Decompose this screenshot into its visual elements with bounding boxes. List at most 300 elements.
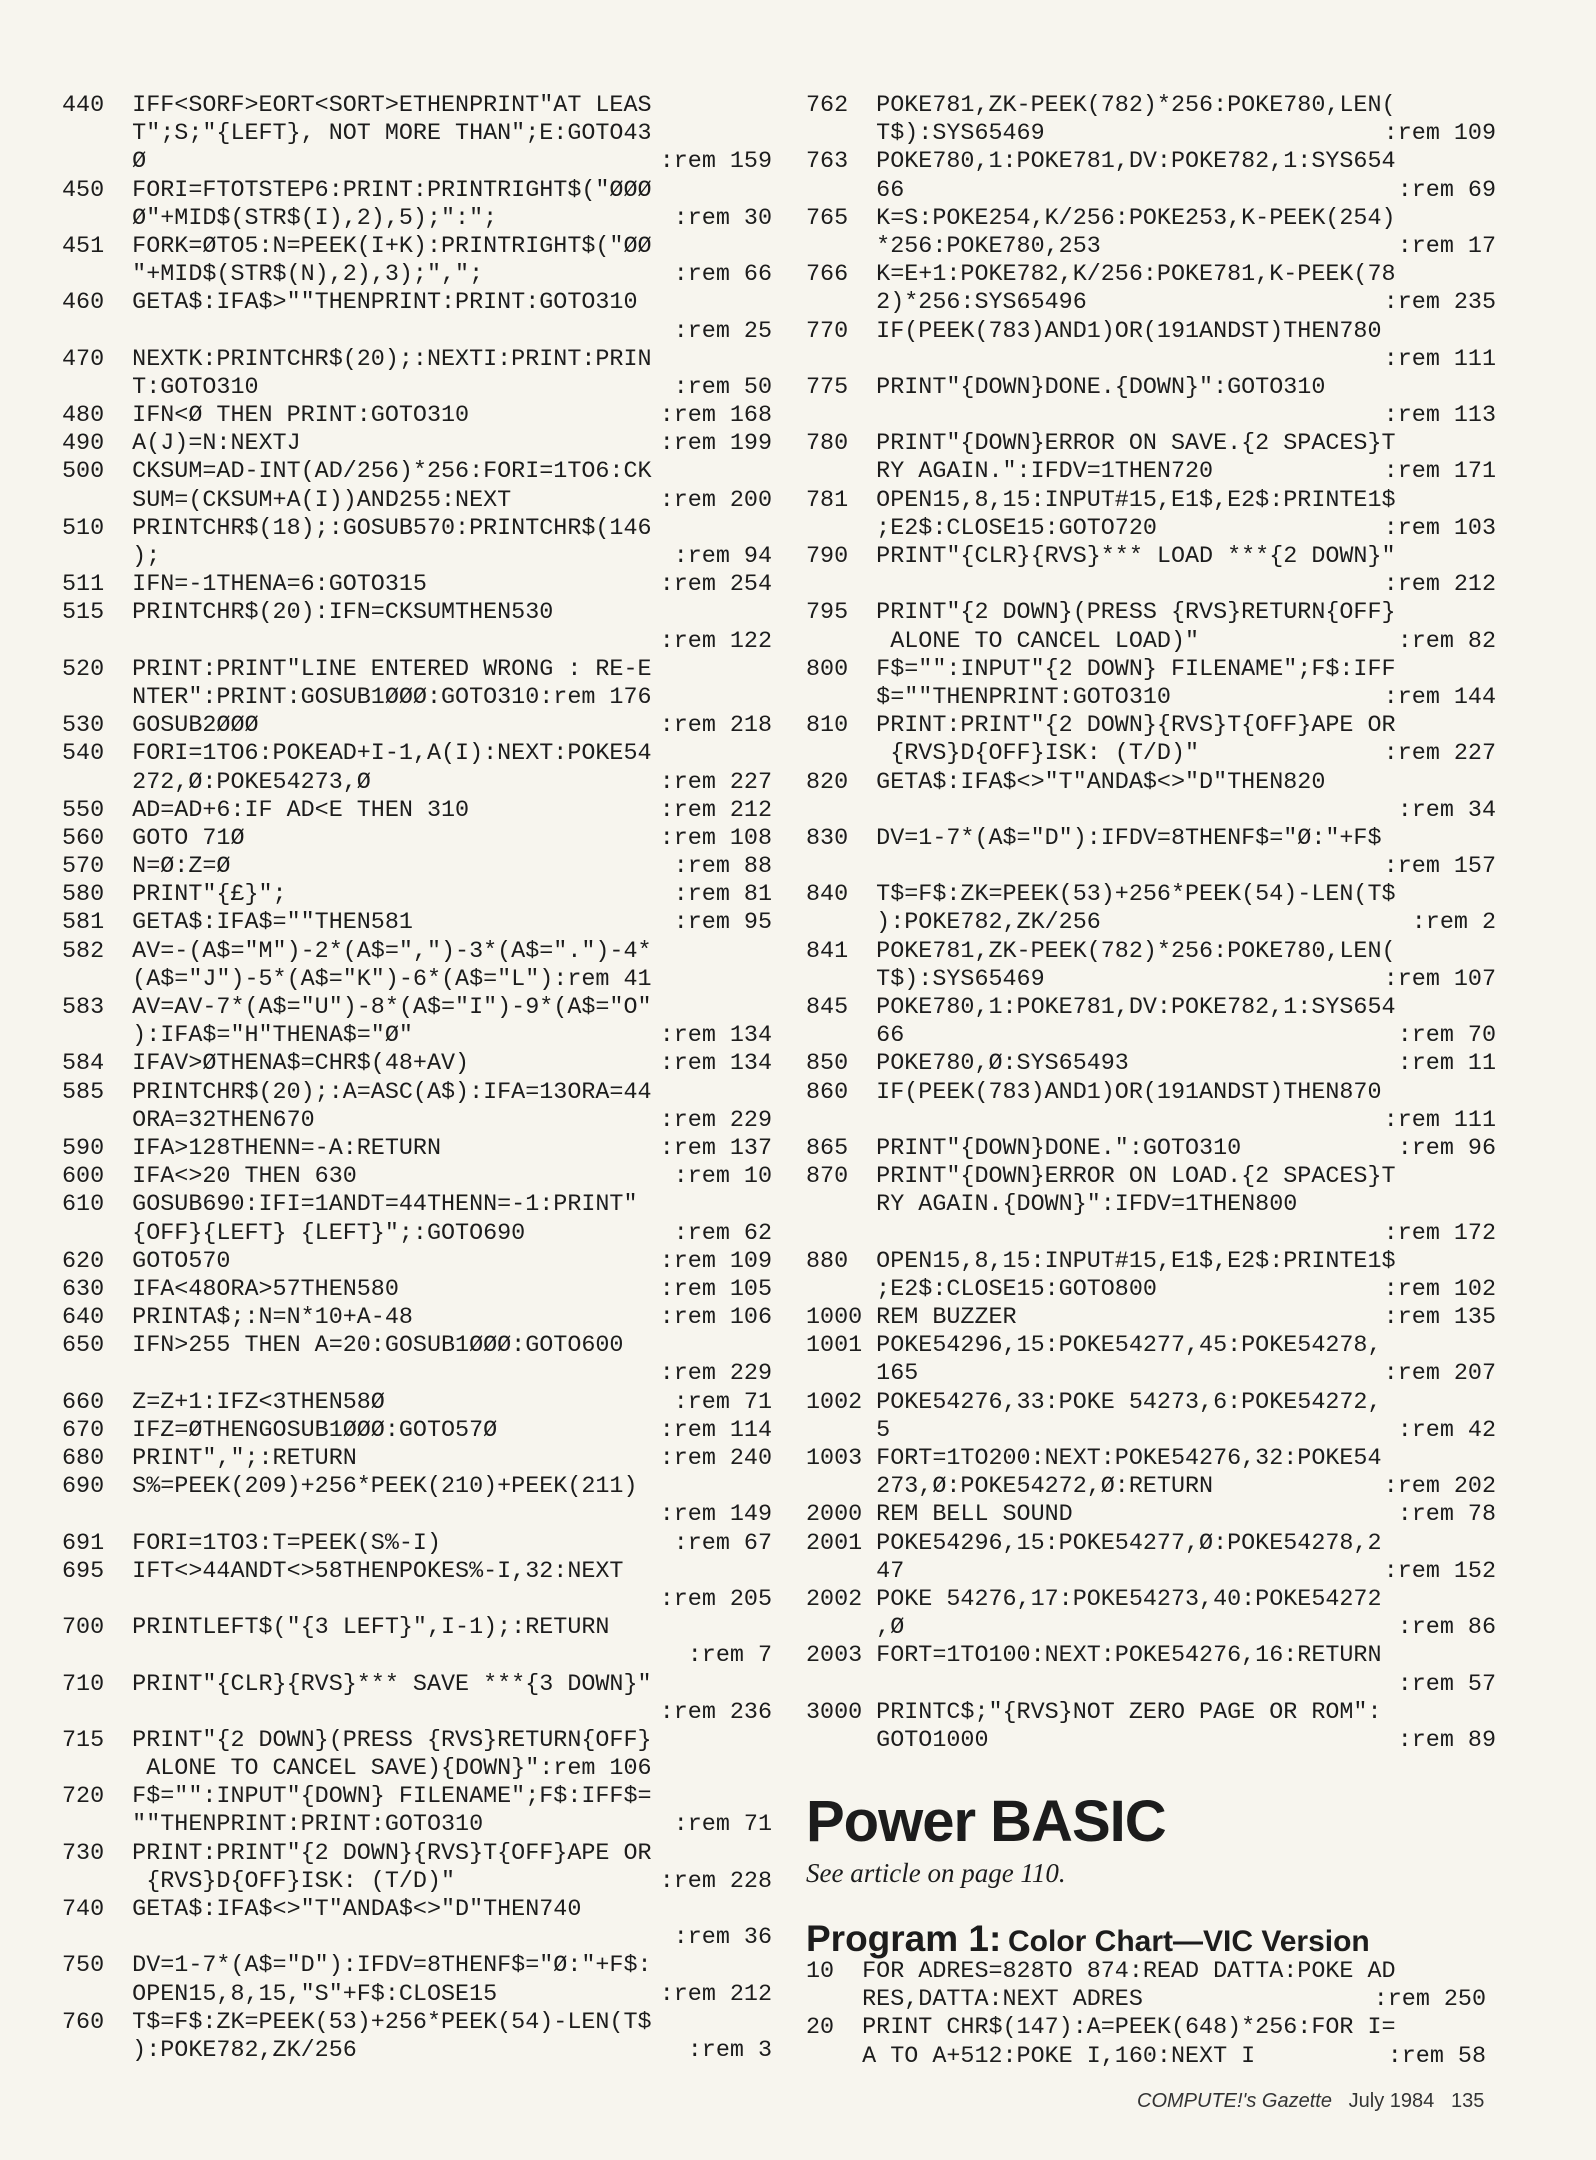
code-line [62, 740, 772, 768]
rem-checksum: :rem 108 [659, 825, 772, 852]
rem-checksum: :rem 25 [673, 318, 772, 345]
code-text: *256:POKE780,253 [806, 233, 1101, 260]
code-line [806, 571, 1496, 599]
rem-checksum: :rem 168 [659, 403, 772, 430]
code-line [62, 430, 772, 458]
code-line [806, 797, 1496, 825]
code-text: 580 PRINT"{£}"; [62, 882, 287, 909]
code-text: 730 PRINT:PRINT"{2 DOWN}{RVS}T{OFF}APE OR [62, 1840, 652, 1867]
rem-checksum: :rem 134 [659, 1023, 772, 1050]
code-line [62, 1896, 772, 1924]
code-text: ;E2$:CLOSE15:GOTO800 [806, 1276, 1157, 1303]
code-text: 750 DV=1-7*(A$="D"):IFDV=8THENF$="Ø:"+F$: [62, 1953, 652, 1980]
code-line [62, 1671, 772, 1699]
code-line [62, 1276, 772, 1304]
footer-date: July 1984 [1348, 2090, 1435, 2112]
code-text: 800 F$="":INPUT"{2 DOWN} FILENAME";F$:IFF [806, 656, 1396, 683]
code-text: 440 IFF<SORF>EORT<SORT>ETHENPRINT"AT LEAS [62, 93, 652, 119]
code-text: 775 PRINT"{DOWN}DONE.{DOWN}":GOTO310 [806, 374, 1326, 401]
rem-checksum: :rem 102 [1383, 1276, 1496, 1303]
code-line [62, 205, 772, 233]
code-text: 710 PRINT"{CLR}{RVS}*** SAVE ***{3 DOWN}" [62, 1671, 652, 1698]
code-line [62, 1924, 772, 1952]
code-text: 691 FORI=1TO3:T=PEEK(S%-I) [62, 1530, 441, 1557]
code-line [806, 966, 1496, 994]
code-line [62, 1220, 772, 1248]
code-line [806, 318, 1496, 346]
code-text: 460 GETA$:IFA$>""THENPRINT:PRINT:GOTO310 [62, 290, 638, 317]
code-line [806, 374, 1496, 402]
code-text: 272,Ø:POKE54273,Ø [62, 769, 371, 796]
code-text: T:GOTO310 [62, 374, 259, 401]
code-text: Ø"+MID$(STR$(I),2),5);":"; [62, 205, 498, 232]
code-line [62, 853, 772, 881]
code-line [62, 684, 772, 712]
code-text: 2000 REM BELL SOUND [806, 1502, 1073, 1529]
code-line [62, 318, 772, 346]
rem-checksum: :rem 254 [659, 572, 772, 599]
code-line [806, 205, 1496, 233]
code-line [62, 1727, 772, 1755]
code-text: 845 POKE780,1:POKE781,DV:POKE782,1:SYS654 [806, 995, 1396, 1021]
code-text: 590 IFA>128THENN=-A:RETURN [62, 1135, 441, 1162]
rem-checksum: :rem 236 [659, 1699, 772, 1726]
code-line [806, 1417, 1496, 1445]
rem-checksum: :rem 71 [673, 1389, 772, 1416]
program-name: Color Chart—VIC Version [1008, 1925, 1370, 1958]
code-line [806, 628, 1496, 656]
code-line [806, 120, 1496, 148]
code-line [806, 487, 1496, 515]
code-line [806, 1727, 1496, 1755]
code-text: 1001 POKE54296,15:POKE54277,45:POKE54278, [806, 1333, 1382, 1360]
code-line [806, 1671, 1496, 1699]
page-footer [1137, 2090, 1484, 2113]
rem-checksum: :rem 69 [1397, 177, 1496, 204]
rem-checksum: :rem 67 [673, 1530, 772, 1557]
code-line [62, 571, 772, 599]
code-line [806, 938, 1496, 966]
code-line [806, 1107, 1496, 1135]
code-line [806, 1163, 1496, 1191]
rem-checksum: :rem 199 [659, 431, 772, 458]
code-text: 5 [806, 1417, 891, 1444]
right-code-column [806, 92, 1496, 1755]
code-text: 850 POKE780,Ø:SYS65493 [806, 1051, 1129, 1078]
rem-checksum: :rem 135 [1383, 1305, 1496, 1332]
code-text: SUM=(CKSUM+A(I))AND255:NEXT [62, 487, 512, 514]
code-line [62, 656, 772, 684]
code-line [806, 769, 1496, 797]
code-text: 680 PRINT",";:RETURN [62, 1446, 357, 1472]
code-line [62, 628, 772, 656]
code-text: RES,DATTA:NEXT ADRES [806, 1987, 1143, 2014]
code-text: ):POKE782,ZK/256 [806, 910, 1101, 937]
code-text: 570 N=Ø:Z=Ø [62, 854, 231, 881]
code-text: 640 PRINTA$;:N=N*10+A-48 [62, 1305, 413, 1332]
code-text: 865 PRINT"{DOWN}DONE.":GOTO310 [806, 1135, 1242, 1162]
rem-checksum: :rem 71 [673, 1812, 772, 1839]
code-text: 583 AV=AV-7*(A$="U")-8*(A$="I")-9*(A$="O" [62, 995, 652, 1021]
code-line [806, 1248, 1496, 1276]
code-line [62, 261, 772, 289]
code-text: GOTO1000 [806, 1727, 989, 1754]
rem-checksum: :rem 42 [1397, 1417, 1496, 1444]
rem-checksum: :rem 202 [1383, 1474, 1496, 1501]
code-line [806, 656, 1496, 684]
code-text: OPEN15,8,15,"S"+F$:CLOSE15 [62, 1981, 498, 2008]
code-text: 470 NEXTK:PRINTCHR$(20);:NEXTI:PRINT:PRIN [62, 346, 652, 373]
code-text: 2003 FORT=1TO100:NEXT:POKE54276,16:RETURN [806, 1643, 1382, 1670]
code-line [806, 1050, 1496, 1078]
code-text: T$):SYS65469 [806, 121, 1045, 148]
code-text: 520 PRINT:PRINT"LINE ENTERED WRONG : RE-E [62, 656, 652, 683]
rem-checksum: :rem 240 [659, 1446, 772, 1472]
code-line [62, 599, 772, 627]
code-line [62, 1501, 772, 1529]
code-line [62, 1614, 772, 1642]
rem-checksum: :rem 3 [687, 2037, 772, 2064]
code-line [62, 1332, 772, 1360]
rem-checksum: :rem 144 [1383, 684, 1496, 711]
code-line [806, 2014, 1486, 2042]
code-text: 715 PRINT"{2 DOWN}(PRESS {RVS}RETURN{OFF} [62, 1727, 652, 1754]
rem-checksum: :rem 111 [1383, 346, 1496, 373]
rem-checksum: :rem 235 [1383, 290, 1496, 317]
code-line [806, 599, 1496, 627]
code-line [62, 1868, 772, 1896]
code-text: 165 [806, 1361, 919, 1388]
code-text: 10 FOR ADRES=828TO 874:READ DATTA:POKE AD [806, 1959, 1396, 1985]
code-line [62, 966, 772, 994]
code-text: "+MID$(STR$(N),2),3);","; [62, 262, 484, 289]
code-text: 2001 POKE54296,15:POKE54277,Ø:POKE54278,2 [806, 1530, 1382, 1557]
code-line [806, 1276, 1496, 1304]
code-text: 766 K=E+1:POKE782,K/256:POKE781,K-PEEK(78 [806, 262, 1396, 289]
code-text: (A$="J")-5*(A$="K")-6*(A$="L"):rem 41 [62, 966, 652, 993]
code-line [62, 1304, 772, 1332]
rem-checksum: :rem 250 [1373, 1987, 1486, 2014]
code-line [806, 1501, 1496, 1529]
code-text: 480 IFN<Ø THEN PRINT:GOTO310 [62, 403, 470, 430]
rem-checksum: :rem 94 [673, 544, 772, 570]
code-text: 690 S%=PEEK(209)+256*PEEK(210)+PEEK(211) [62, 1474, 638, 1501]
code-text: 66 [806, 177, 905, 204]
rem-checksum: :rem 36 [673, 1925, 772, 1952]
rem-checksum: :rem 212 [659, 1981, 772, 2008]
code-text: 670 IFZ=ØTHENGOSUB1ØØØ:GOTO57Ø [62, 1417, 498, 1444]
code-line [62, 1050, 772, 1078]
rem-checksum: :rem 107 [1383, 966, 1496, 993]
code-line [806, 1191, 1496, 1219]
code-line [806, 684, 1496, 712]
code-text: 841 POKE781,ZK-PEEK(782)*256:POKE780,LEN( [806, 938, 1396, 965]
code-text: 765 K=S:POKE254,K/256:POKE253,K-PEEK(254) [806, 205, 1396, 232]
code-line [806, 2043, 1486, 2071]
code-text: ORA=32THEN670 [62, 1107, 315, 1134]
code-text: 66 [806, 1023, 905, 1050]
code-line [62, 1755, 772, 1783]
rem-checksum: :rem 218 [659, 713, 772, 740]
rem-checksum: :rem 95 [673, 910, 772, 937]
code-text: 1002 POKE54276,33:POKE 54273,6:POKE54272, [806, 1389, 1382, 1416]
rem-checksum: :rem 88 [673, 854, 772, 881]
code-line [806, 1699, 1496, 1727]
rem-checksum: :rem 212 [1383, 572, 1496, 599]
code-line [62, 1022, 772, 1050]
code-line [806, 289, 1496, 317]
code-line [62, 120, 772, 148]
code-text: 47 [806, 1558, 905, 1585]
code-line [806, 1022, 1496, 1050]
code-line [806, 1586, 1496, 1614]
code-line [806, 177, 1496, 205]
code-text: 582 AV=-(A$="M")-2*(A$=",")-3*(A$=".")-4* [62, 938, 652, 965]
code-text: 720 F$="":INPUT"{DOWN} FILENAME";F$:IFF$= [62, 1784, 652, 1811]
code-text: 770 IF(PEEK(783)AND1)OR(191ANDST)THEN780 [806, 318, 1382, 345]
code-line [62, 712, 772, 740]
rem-checksum: :rem 159 [659, 149, 772, 176]
code-line [62, 487, 772, 515]
rem-checksum: :rem 11 [1397, 1051, 1496, 1078]
rem-checksum: :rem 172 [1383, 1220, 1496, 1247]
code-line [62, 402, 772, 430]
code-text: 660 Z=Z+1:IFZ<3THEN58Ø [62, 1389, 385, 1416]
code-line [62, 289, 772, 317]
rem-checksum: :rem 171 [1383, 459, 1496, 486]
code-line [62, 1952, 772, 1980]
code-line [806, 1986, 1486, 2014]
power-basic-section [806, 1790, 1506, 1964]
code-line [806, 233, 1496, 261]
code-line [62, 148, 772, 176]
rem-checksum: :rem 114 [659, 1417, 772, 1444]
code-text: ):IFA$="H"THENA$="Ø" [62, 1023, 413, 1050]
code-line [806, 1958, 1486, 1986]
rem-checksum: :rem 105 [659, 1276, 772, 1303]
code-text: 560 GOTO 71Ø [62, 825, 245, 852]
code-line [806, 261, 1496, 289]
code-text: 870 PRINT"{DOWN}ERROR ON LOAD.{2 SPACES}T [806, 1164, 1396, 1191]
rem-checksum: :rem 229 [659, 1361, 772, 1388]
rem-checksum: :rem 227 [1383, 741, 1496, 768]
code-text: {RVS}D{OFF}ISK: (T/D)" [62, 1868, 456, 1895]
code-text: 630 IFA<48ORA>57THEN580 [62, 1276, 399, 1303]
code-text: 790 PRINT"{CLR}{RVS}*** LOAD ***{2 DOWN}" [806, 544, 1396, 570]
rem-checksum: :rem 81 [673, 882, 772, 909]
rem-checksum: :rem 86 [1397, 1615, 1496, 1642]
code-text: 600 IFA<>20 THEN 630 [62, 1164, 357, 1191]
code-line [806, 346, 1496, 374]
rem-checksum: :rem 58 [1387, 2043, 1486, 2070]
code-line [806, 148, 1496, 176]
code-line [806, 853, 1496, 881]
rem-checksum: :rem 66 [673, 262, 772, 289]
code-text: 763 POKE780,1:POKE781,DV:POKE782,1:SYS654 [806, 149, 1396, 176]
rem-checksum: :rem 109 [1383, 121, 1496, 148]
code-line [806, 1079, 1496, 1107]
code-line [62, 1360, 772, 1388]
code-line [806, 1445, 1496, 1473]
code-text: 450 FORI=FTOTSTEP6:PRINT:PRINTRIGHT$("ØØØ [62, 177, 652, 204]
code-text: ):POKE782,ZK/256 [62, 2037, 357, 2064]
code-text: 530 GOSUB2ØØØ [62, 713, 259, 740]
code-line [806, 712, 1496, 740]
code-text: 1000 REM BUZZER [806, 1305, 1017, 1332]
section-title: Power BASIC [806, 1789, 1166, 1854]
rem-checksum: :rem 2 [1411, 910, 1496, 937]
code-line [62, 1389, 772, 1417]
rem-checksum: :rem 103 [1383, 515, 1496, 542]
code-line [806, 1360, 1496, 1388]
rem-checksum: :rem 122 [659, 628, 772, 655]
code-line [806, 430, 1496, 458]
footer-magazine: COMPUTE!'s Gazette [1137, 2090, 1332, 2112]
code-text: RY AGAIN.":IFDV=1THEN720 [806, 459, 1214, 486]
rem-checksum: :rem 34 [1397, 797, 1496, 824]
code-line [62, 1417, 772, 1445]
rem-checksum: :rem 200 [659, 487, 772, 514]
section-subtitle: See article on page 110. [806, 1858, 1066, 1888]
code-line [62, 1107, 772, 1135]
code-line [62, 1135, 772, 1163]
code-text: ); [62, 544, 161, 570]
rem-checksum: :rem 96 [1397, 1135, 1496, 1162]
code-line [806, 92, 1496, 120]
code-line [806, 402, 1496, 430]
code-line [806, 1473, 1496, 1501]
code-text: 511 IFN=-1THENA=6:GOTO315 [62, 572, 427, 599]
code-line [62, 177, 772, 205]
code-line [62, 2037, 772, 2065]
rem-checksum: :rem 89 [1397, 1727, 1496, 1754]
code-line [806, 1304, 1496, 1332]
code-text: T$):SYS65469 [806, 966, 1045, 993]
rem-checksum: :rem 134 [659, 1051, 772, 1078]
code-text: 581 GETA$:IFA$=""THEN581 [62, 910, 413, 937]
code-line [62, 909, 772, 937]
code-line [62, 1530, 772, 1558]
code-line [806, 1642, 1496, 1670]
code-text: 510 PRINTCHR$(18);:GOSUB570:PRINTCHR$(146 [62, 515, 652, 542]
code-text: 490 A(J)=N:NEXTJ [62, 431, 301, 458]
code-line [62, 1699, 772, 1727]
code-line [62, 1811, 772, 1839]
rem-checksum: :rem 137 [659, 1135, 772, 1162]
code-text: RY AGAIN.{DOWN}":IFDV=1THEN800 [806, 1192, 1298, 1219]
rem-checksum: :rem 78 [1397, 1502, 1496, 1529]
code-text: 781 OPEN15,8,15:INPUT#15,E1$,E2$:PRINTE1$ [806, 487, 1396, 514]
code-text: ALONE TO CANCEL LOAD)" [806, 628, 1200, 655]
rem-checksum: :rem 7 [687, 1643, 772, 1670]
code-text: 840 T$=F$:ZK=PEEK(53)+256*PEEK(54)-LEN(T$ [806, 882, 1396, 909]
code-text: 20 PRINT CHR$(147):A=PEEK(648)*256:FOR I= [806, 2015, 1396, 2042]
code-line [806, 515, 1496, 543]
rem-checksum: :rem 70 [1397, 1023, 1496, 1050]
code-text: 695 IFT<>44ANDT<>58THENPOKES%-I,32:NEXT [62, 1558, 624, 1585]
left-code-column [62, 92, 772, 2065]
code-text: Ø [62, 149, 147, 176]
code-text: 515 PRINTCHR$(20):IFN=CKSUMTHEN530 [62, 600, 554, 627]
code-line [62, 1191, 772, 1219]
code-text: 500 CKSUM=AD-INT(AD/256)*256:FORI=1TO6:CK [62, 459, 652, 486]
rem-checksum: :rem 82 [1397, 628, 1496, 655]
code-line [62, 825, 772, 853]
rem-checksum: :rem 149 [659, 1502, 772, 1529]
code-line [806, 1332, 1496, 1360]
code-line [62, 458, 772, 486]
code-line [806, 1530, 1496, 1558]
rem-checksum: :rem 227 [659, 769, 772, 796]
rem-checksum: :rem 207 [1383, 1361, 1496, 1388]
program-label: Program 1: [806, 1918, 1002, 1959]
code-line [62, 797, 772, 825]
code-line [62, 1642, 772, 1670]
code-text: $=""THENPRINT:GOTO310 [806, 684, 1171, 711]
rem-checksum: :rem 10 [673, 1164, 772, 1191]
code-text: A TO A+512:POKE I,160:NEXT I [806, 2043, 1256, 2070]
code-text: 810 PRINT:PRINT"{2 DOWN}{RVS}T{OFF}APE OR [806, 713, 1396, 740]
code-line [62, 1248, 772, 1276]
code-line [62, 1163, 772, 1191]
code-text: 700 PRINTLEFT$("{3 LEFT}",I-1);:RETURN [62, 1615, 610, 1642]
code-text: 760 T$=F$:ZK=PEEK(53)+256*PEEK(54)-LEN(T$ [62, 2009, 652, 2036]
code-line [62, 1783, 772, 1811]
code-text: 780 PRINT"{DOWN}ERROR ON SAVE.{2 SPACES}T [806, 431, 1396, 458]
code-text: 3000 PRINTC$;"{RVS}NOT ZERO PAGE OR ROM": [806, 1699, 1382, 1726]
code-line [806, 1220, 1496, 1248]
code-line [62, 515, 772, 543]
code-line [62, 1558, 772, 1586]
code-line [62, 543, 772, 571]
code-text: ""THENPRINT:PRINT:GOTO310 [62, 1812, 484, 1839]
code-line [62, 1079, 772, 1107]
code-line [62, 1840, 772, 1868]
code-line [62, 769, 772, 797]
code-line [806, 1558, 1496, 1586]
rem-checksum: :rem 50 [673, 374, 772, 401]
rem-checksum: :rem 57 [1397, 1671, 1496, 1698]
rem-checksum: :rem 113 [1383, 403, 1496, 430]
rem-checksum: :rem 157 [1383, 854, 1496, 881]
code-line [806, 1135, 1496, 1163]
code-text: 610 GOSUB690:IFI=1ANDT=44THENN=-1:PRINT" [62, 1192, 638, 1219]
code-text: 820 GETA$:IFA$<>"T"ANDA$<>"D"THEN820 [806, 769, 1326, 796]
code-line [806, 881, 1496, 909]
code-text: 795 PRINT"{2 DOWN}(PRESS {RVS}RETURN{OFF} [806, 600, 1396, 627]
code-line [62, 994, 772, 1022]
footer-page-number: 135 [1450, 2090, 1485, 2112]
code-text: 620 GOTO570 [62, 1248, 231, 1275]
rem-checksum: :rem 212 [659, 797, 772, 824]
code-line [62, 92, 772, 120]
code-text: 2002 POKE 54276,17:POKE54273,40:POKE54272 [806, 1586, 1382, 1613]
rem-checksum: :rem 111 [1383, 1107, 1496, 1134]
code-text: 650 IFN>255 THEN A=20:GOSUB1ØØØ:GOTO600 [62, 1333, 624, 1360]
code-text: 584 IFAV>ØTHENA$=CHR$(48+AV) [62, 1051, 470, 1078]
code-text: 1003 FORT=1TO200:NEXT:POKE54276,32:POKE54 [806, 1446, 1382, 1472]
code-line [62, 1473, 772, 1501]
code-line [62, 346, 772, 374]
code-text: 860 IF(PEEK(783)AND1)OR(191ANDST)THEN870 [806, 1079, 1382, 1106]
code-text: ,Ø [806, 1615, 905, 1642]
code-line [806, 909, 1496, 937]
code-line [62, 1981, 772, 2009]
code-line [62, 1586, 772, 1614]
code-text: {RVS}D{OFF}ISK: (T/D)" [806, 741, 1200, 768]
code-line [806, 458, 1496, 486]
code-line [62, 2009, 772, 2037]
